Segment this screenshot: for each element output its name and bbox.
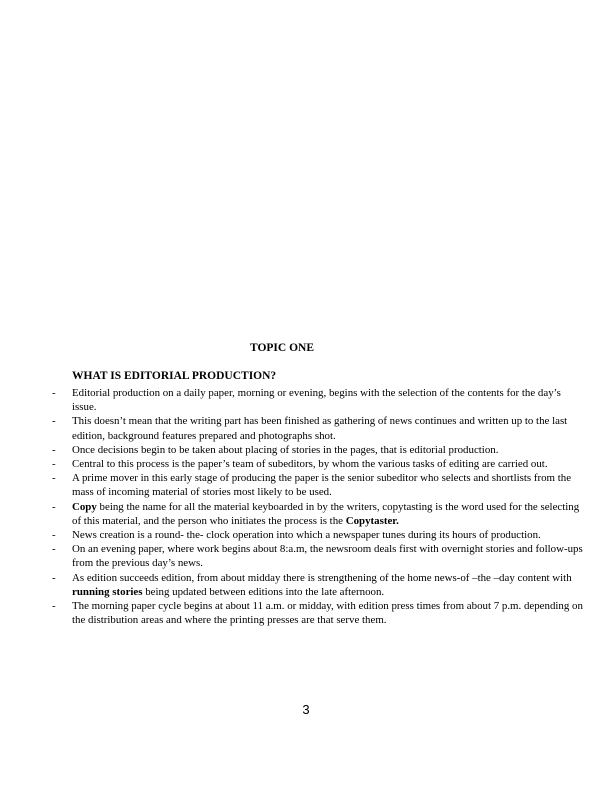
bullet-item — [52, 528, 584, 542]
bullet-marker: - — [52, 600, 56, 613]
bold-term-copy: Copy — [72, 500, 97, 513]
bullet-item — [52, 471, 584, 499]
bullet-text: Central to this process is the paper’s team of subeditors, by whom the various tasks of editing are carried out. — [72, 458, 548, 471]
bullet-marker: - — [52, 500, 56, 513]
bullet-text: Once decisions begin to be taken about placing of stories in the pages, that is editorial production. — [72, 443, 499, 456]
section-heading: WHAT IS EDITORIAL PRODUCTION? — [72, 370, 277, 382]
bullet-item — [52, 500, 584, 528]
bullet-item — [52, 414, 584, 442]
bullet-text: The morning paper cycle begins at about 11 a.m. or midday, with edition press times from about 7 p.m. depending on the distribution areas and where the printing presses are that serve them. — [72, 600, 583, 627]
bullet-text: being the name for all the material keyboarded in by the writers, copytasting is the word used for the selecting of this material, and the person who initiates the process is the — [72, 500, 580, 527]
bullet-item — [52, 599, 584, 627]
bullet-item — [52, 571, 584, 599]
bullet-item — [52, 542, 584, 570]
bullet-text: As edition succeeds edition, from about midday there is strengthening of the home news-of –the –day content with — [72, 571, 572, 584]
bullet-item — [52, 443, 584, 457]
bullet-text: Editorial production on a daily paper, morning or evening, begins with the selection of the contents for the day’s issue. — [72, 387, 561, 414]
bullet-text: News creation is a round- the- clock operation into which a newspaper tunes during its hours of production. — [72, 529, 541, 542]
bullet-marker: - — [52, 543, 56, 556]
bullet-marker: - — [52, 443, 56, 456]
bullet-item — [52, 457, 584, 471]
bullet-text: This doesn’t mean that the writing part has been finished as gathering of news continues and written up to the last edition, background features prepared and photographs shot. — [72, 415, 568, 442]
bullet-text: On an evening paper, where work begins about 8:a.m, the newsroom deals first with overnight stories and follow-ups from the previous day’s news. — [72, 543, 583, 570]
bold-term-running-stories: running stories — [72, 585, 143, 598]
bullet-text-after: being updated between editions into the late afternoon. — [142, 585, 385, 598]
page-number: 3 — [302, 702, 310, 717]
bold-term-copytaster: Copytaster. — [345, 514, 399, 527]
bullet-marker: - — [52, 458, 56, 471]
bullet-text: A prime mover in this early stage of producing the paper is the senior subeditor who selects and shortlists from the mass of incoming material of stories most likely to be used. — [72, 472, 572, 499]
topic-title: TOPIC ONE — [249, 342, 314, 354]
bullet-marker: - — [52, 472, 56, 485]
bullet-item — [52, 386, 584, 414]
bullet-marker: - — [52, 415, 56, 428]
bullet-marker: - — [52, 529, 56, 542]
bullet-marker: - — [52, 571, 56, 584]
bullet-list — [52, 386, 584, 627]
bullet-marker: - — [52, 387, 56, 399]
